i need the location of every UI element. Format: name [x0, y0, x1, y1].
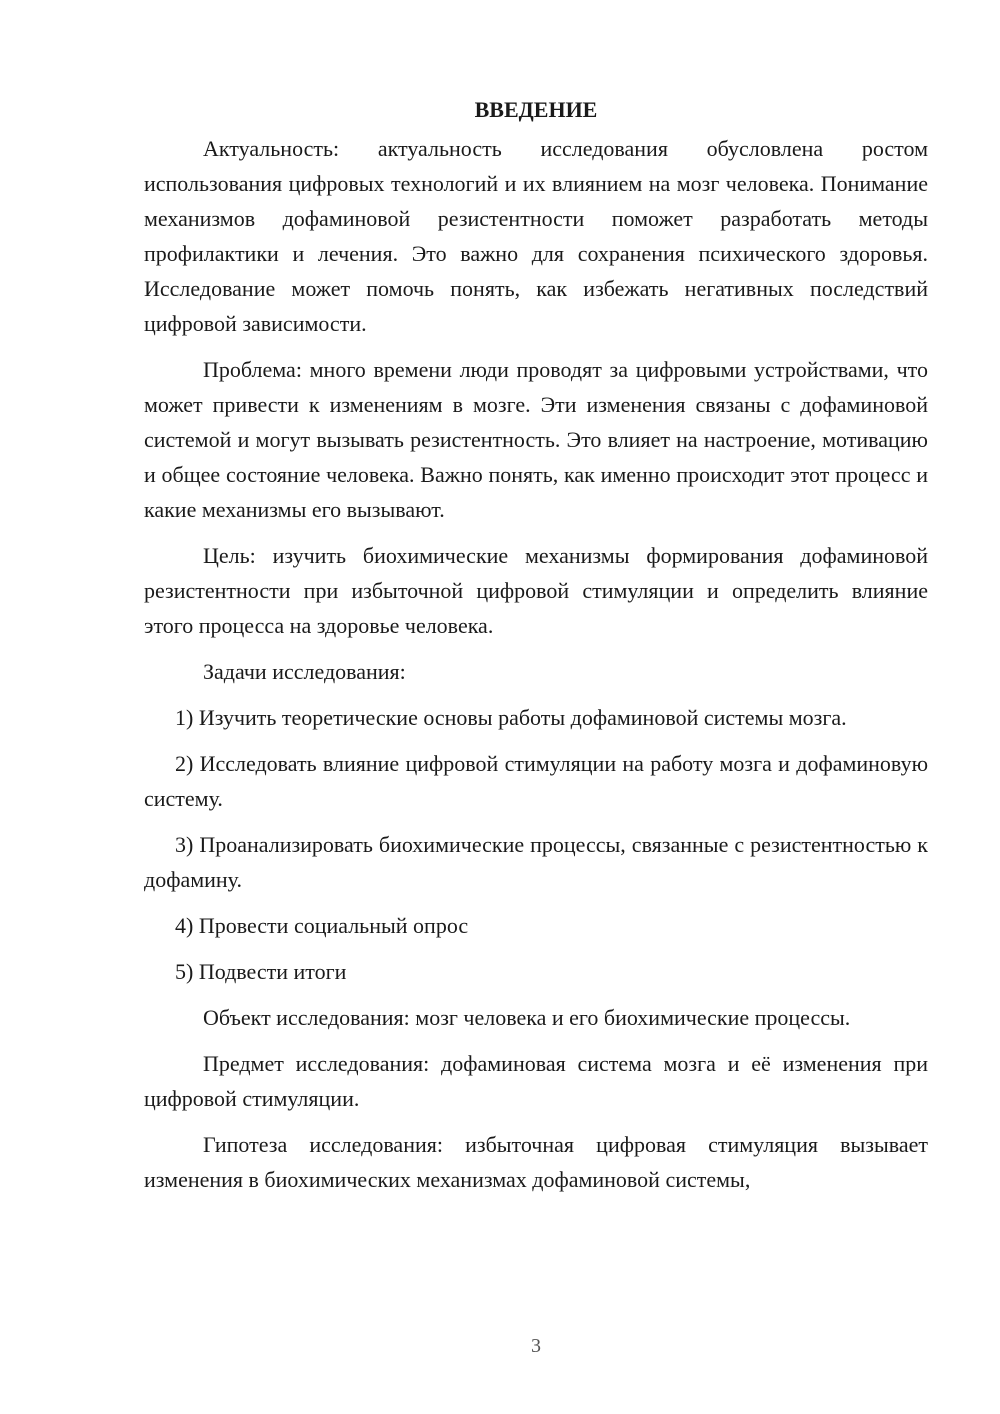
task-item-1: 1) Изучить теоретические основы работы дофаминовой системы мозга.: [175, 705, 847, 730]
task-item-3: 3) Проанализировать биохимические процессы, связанные с резистентностью к дофамину.: [144, 832, 928, 892]
task-item-5: 5) Подвести итоги: [175, 959, 347, 984]
document-heading: ВВЕДЕНИЕ: [474, 97, 598, 122]
paragraph-subject: Предмет исследования: дофаминовая система мозга и её изменения при цифровой стимуляции.: [144, 1051, 928, 1111]
paragraph-problem: Проблема: много времени люди проводят за цифровыми устройствами, что может привести к изменениям в мозге. Эти изменения связаны с дофаминовой системой и могут вызывать резистентность. Это влияет на настроение, мотивацию и общее состояние человека. Важно понять, как именно происходит этот процесс и какие механизмы его вызывают.: [144, 357, 928, 522]
paragraph-relevance: Актуальность: актуальность исследования обусловлена ростом использования цифровых технологий и их влиянием на мозг человека. Понимание механизмов дофаминовой резистентности поможет разработать методы профилактики и лечения. Это важно для сохранения психического здоровья. Исследование может помочь понять, как избежать негативных последствий цифровой зависимости.: [144, 136, 928, 336]
task-item-2: 2) Исследовать влияние цифровой стимуляции на работу мозга и дофаминовую систему.: [144, 751, 928, 811]
paragraph-object: Объект исследования: мозг человека и его биохимические процессы.: [203, 1005, 851, 1030]
task-item-4: 4) Провести социальный опрос: [175, 913, 469, 938]
paragraph-tasks-heading: Задачи исследования:: [203, 659, 406, 684]
paragraph-hypothesis: Гипотеза исследования: избыточная цифровая стимуляция вызывает изменения в биохимических механизмах дофаминовой системы,: [144, 1132, 928, 1192]
paragraph-goal: Цель: изучить биохимические механизмы формирования дофаминовой резистентности при избыточной цифровой стимуляции и определить влияние этого процесса на здоровье человека.: [144, 543, 928, 638]
page-number: 3: [531, 1335, 541, 1357]
document-page: [144, 92, 928, 1208]
